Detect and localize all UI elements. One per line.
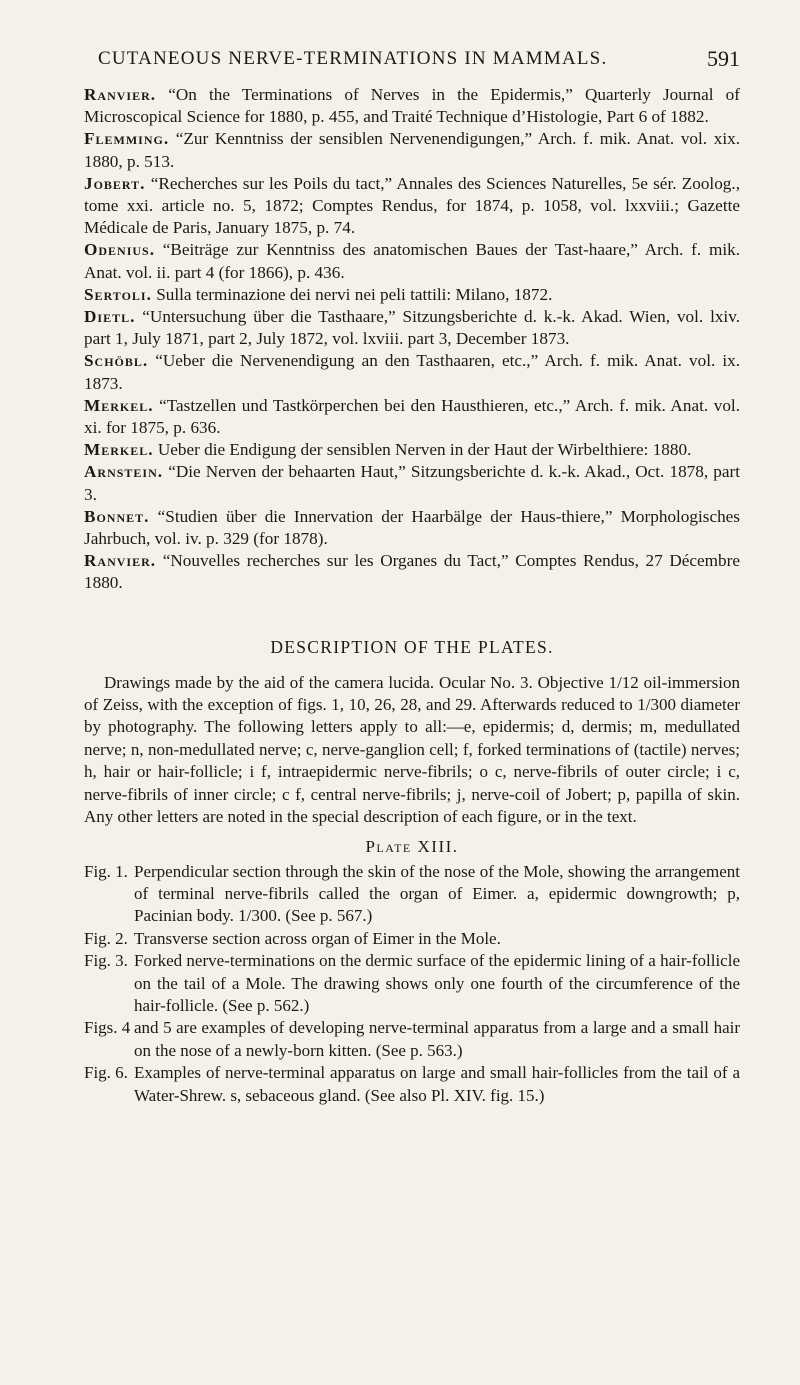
reference-author: Schöbl. bbox=[84, 351, 149, 371]
figure-text: Examples of nerve-terminal apparatus on large and small hair-follicles from the tail of a Water-Shrew. s, sebaceous gland. (See also Pl. XIV. fig. 15.) bbox=[134, 1063, 740, 1105]
figure-caption bbox=[84, 861, 740, 928]
reference-item bbox=[84, 173, 740, 240]
reference-text: Ueber die Endigung der sensiblen Nerven in der Haut der Wirbelthiere: 1880. bbox=[153, 440, 692, 460]
reference-item bbox=[84, 84, 740, 128]
reference-author: Odenius. bbox=[84, 240, 156, 260]
plates-description: Drawings made by the aid of the camera lucida. Ocular No. 3. Objective 1/12 oil-immersion of Zeiss, with the exception of figs. 1, 10, 26, 28, and 29. Afterwards reduced to 1/300 diameter by photography. The following letters apply to all:—e, epidermis; d, dermis; m, medullated nerve; n, non-medullated nerve; c, nerve-ganglion cell; f, forked terminations of (tactile) nerves; h, hair or hair-follicle; i f, intraepidermic nerve-fibrils; o c, nerve-fibrils of outer circle; i c, nerve-fibrils of inner circle; c f, central nerve-fibrils; j, nerve-coil of Jobert; p, papilla of skin. Any other letters are noted in the special description of each figure, or in the text. bbox=[84, 672, 740, 827]
reference-item bbox=[84, 284, 740, 306]
reference-author: Arnstein. bbox=[84, 462, 164, 482]
reference-item bbox=[84, 350, 740, 394]
figure-label: Fig. 6. bbox=[84, 1063, 128, 1083]
reference-text: “On the Terminations of Nerves in the Epidermis,” Quarterly Journal of Microscopical Science for 1880, p. 455, and Traité Technique d’Histologie, Part 6 of 1882. bbox=[84, 85, 740, 127]
figure-caption bbox=[84, 1062, 740, 1107]
figure-caption bbox=[84, 928, 740, 950]
reference-item bbox=[84, 506, 740, 550]
reference-text: “Untersuchung über die Tasthaare,” Sitzungsberichte d. k.-k. Akad. Wien, vol. lxiv. part 1, July 1871, part 2, July 1872, vol. lxviii. part 3, December 1873. bbox=[84, 307, 740, 349]
figure-label: Figs. 4 bbox=[84, 1018, 131, 1038]
reference-item bbox=[84, 128, 740, 172]
reference-item bbox=[84, 439, 740, 461]
figure-text: Transverse section across organ of Eimer in the Mole. bbox=[134, 928, 501, 948]
reference-author: Dietl. bbox=[84, 307, 136, 327]
reference-author: Ranvier. bbox=[84, 551, 157, 571]
reference-list bbox=[84, 84, 740, 595]
figure-caption bbox=[84, 1017, 740, 1062]
reference-text: “Ueber die Nervenendigung an den Tasthaaren, etc.,” Arch. f. mik. Anat. vol. ix. 1873. bbox=[84, 351, 740, 393]
figure-caption bbox=[84, 950, 740, 1017]
reference-text: Sulla terminazione dei nervi nei peli tattili: Milano, 1872. bbox=[151, 284, 553, 304]
reference-author: Ranvier. bbox=[84, 85, 157, 104]
reference-author: Merkel. bbox=[84, 440, 154, 460]
figure-label: Fig. 2. bbox=[84, 928, 128, 948]
figure-text: and 5 are examples of developing nerve-terminal apparatus from a large and a small hair on the nose of a newly-born kitten. (See p. 563.) bbox=[134, 1018, 740, 1060]
reference-author: Jobert. bbox=[84, 173, 146, 193]
plate-title: Plate XIII. bbox=[365, 836, 459, 856]
reference-text: “Studien über die Innervation der Haarbälge der Haus-thiere,” Morphologisches Jahrbuch, vol. iv. p. 329 (for 1878). bbox=[84, 506, 740, 549]
reference-author: Sertoli. bbox=[84, 284, 152, 304]
figure-label: Fig. 1. bbox=[84, 861, 128, 881]
reference-item bbox=[84, 395, 740, 439]
reference-text: “Zur Kenntniss der sensiblen Nervenendigungen,” Arch. f. mik. Anat. vol. xix. 1880, p. 513. bbox=[84, 129, 740, 171]
running-head bbox=[84, 48, 740, 78]
figure-label: Fig. 3. bbox=[84, 951, 128, 971]
page-number: 591 bbox=[707, 46, 740, 71]
section-title: DESCRIPTION OF THE PLATES. bbox=[270, 636, 554, 657]
reference-author: Merkel. bbox=[84, 395, 154, 415]
reference-author: Flemming. bbox=[84, 129, 170, 149]
reference-item bbox=[84, 306, 740, 350]
reference-item bbox=[84, 550, 740, 594]
reference-text: “Beiträge zur Kenntniss des anatomischen Baues der Tast-haare,” Arch. f. mik. Anat. vol. ii. part 4 (for 1866), p. 436. bbox=[84, 240, 740, 282]
reference-item bbox=[84, 461, 740, 505]
figure-text: Perpendicular section through the skin of the nose of the Mole, showing the arrangement of terminal nerve-fibrils called the organ of Eimer. a, epidermic downgrowth; p, Pacinian body. 1/300. (See p. 567.) bbox=[134, 861, 740, 926]
reference-text: “Nouvelles recherches sur les Organes du Tact,” Comptes Rendus, 27 Décembre 1880. bbox=[84, 551, 740, 593]
reference-text: “Die Nerven der behaarten Haut,” Sitzungsberichte d. k.-k. Akad., Oct. 1878, part 3. bbox=[84, 462, 740, 504]
reference-text: “Tastzellen und Tastkörperchen bei den Hausthieren, etc.,” Arch. f. mik. Anat. vol. xi. for 1875, p. 636. bbox=[84, 395, 740, 438]
running-title: CUTANEOUS NERVE-TERMINATIONS IN MAMMALS. bbox=[98, 48, 608, 69]
figure-text: Forked nerve-terminations on the dermic surface of the epidermic lining of a hair-follicle on the tail of a Mole. The drawing shows only one fourth of the circumference of the hair-follicle. (See p. 562.) bbox=[134, 951, 740, 1015]
reference-text: “Recherches sur les Poils du tact,” Annales des Sciences Naturelles, 5e sér. Zoolog., tome xxi. article no. 5, 1872; Comptes Rendus, for 1874, p. 1058, vol. lxxviii.; Gazette Médicale de Paris, January 1875, p. 74. bbox=[84, 173, 740, 238]
reference-item bbox=[84, 239, 740, 283]
reference-author: Bonnet. bbox=[84, 506, 150, 526]
